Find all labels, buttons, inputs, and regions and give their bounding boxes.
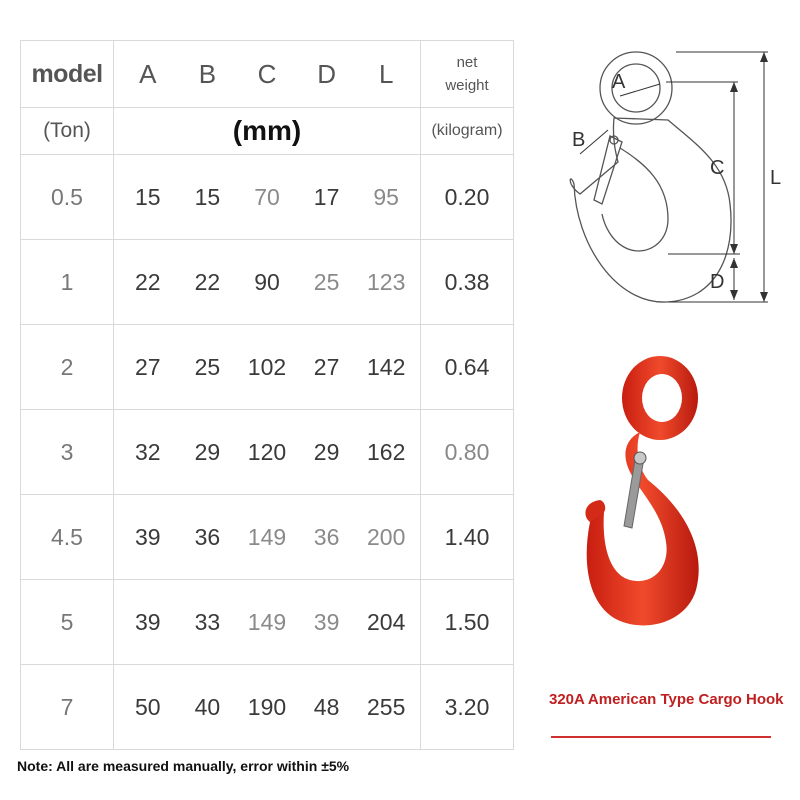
dim-d-value: 48 bbox=[313, 693, 340, 720]
dim-d-value: 39 bbox=[313, 608, 340, 635]
weight-value: 1.50 bbox=[444, 608, 490, 635]
diagram-label-l: L bbox=[770, 167, 782, 189]
hook-eye-hole bbox=[642, 374, 682, 422]
dims-header bbox=[114, 59, 420, 90]
model-header: model bbox=[31, 59, 103, 88]
dim-c-value: 120 bbox=[247, 438, 287, 465]
dim-b-value: 25 bbox=[194, 353, 221, 380]
dims-cell bbox=[114, 155, 421, 240]
model-cell bbox=[21, 580, 114, 665]
dim-a-header: A bbox=[139, 58, 157, 89]
spec-table bbox=[20, 40, 514, 750]
dim-l-value: 204 bbox=[366, 608, 406, 635]
dim-b-value: 15 bbox=[194, 183, 221, 210]
dim-d-value: 36 bbox=[313, 523, 340, 550]
model-header-cell bbox=[21, 41, 114, 108]
weight-header-cell bbox=[421, 41, 514, 108]
dim-b-value: 40 bbox=[194, 693, 221, 720]
dims-header-cell bbox=[114, 41, 421, 108]
dim-d-value: 27 bbox=[313, 353, 340, 380]
dim-c-value: 102 bbox=[247, 353, 287, 380]
dim-d-header: D bbox=[317, 58, 336, 89]
model-value: 7 bbox=[60, 693, 74, 720]
weight-cell bbox=[421, 665, 514, 750]
dim-a-value: 50 bbox=[135, 693, 161, 720]
diagram-label-a: A bbox=[612, 71, 626, 93]
diagram-label-b: B bbox=[572, 129, 586, 151]
table-row bbox=[21, 240, 514, 325]
diagram-label-d: D bbox=[710, 271, 725, 293]
dim-a-value: 22 bbox=[135, 268, 161, 295]
model-cell bbox=[21, 495, 114, 580]
dim-d-value: 29 bbox=[313, 438, 340, 465]
dim-b-value: 36 bbox=[194, 523, 221, 550]
weight-value: 0.80 bbox=[444, 438, 490, 465]
table-row bbox=[21, 665, 514, 750]
caption-underline bbox=[551, 736, 771, 738]
dim-b-value: 33 bbox=[194, 608, 221, 635]
model-cell bbox=[21, 410, 114, 495]
dim-c-value: 70 bbox=[254, 183, 280, 210]
dims-cell bbox=[114, 495, 421, 580]
dim-a-value: 39 bbox=[135, 608, 161, 635]
dim-a-value: 32 bbox=[135, 438, 161, 465]
table-row bbox=[21, 580, 514, 665]
mm-unit: (mm) bbox=[232, 115, 302, 146]
model-value: 3 bbox=[60, 438, 74, 465]
dim-a-value: 15 bbox=[135, 183, 161, 210]
weight-cell bbox=[421, 325, 514, 410]
dims-cell bbox=[114, 665, 421, 750]
dims-cell bbox=[114, 580, 421, 665]
dim-c-value: 149 bbox=[247, 523, 287, 550]
dim-b-header: B bbox=[198, 58, 217, 89]
table-row bbox=[21, 155, 514, 240]
model-value: 4.5 bbox=[51, 523, 83, 550]
model-cell bbox=[21, 155, 114, 240]
mm-unit-cell bbox=[114, 108, 421, 155]
dim-a-value: 27 bbox=[135, 353, 161, 380]
weight-cell bbox=[421, 410, 514, 495]
measurement-note: Note: All are measured manually, error within ±5% bbox=[17, 758, 350, 774]
dim-d-value: 17 bbox=[313, 183, 340, 210]
dim-b-value: 22 bbox=[194, 268, 221, 295]
header-row bbox=[21, 41, 514, 108]
dim-c-header: C bbox=[257, 58, 277, 89]
table-row bbox=[21, 410, 514, 495]
dim-l-value: 162 bbox=[366, 438, 406, 465]
diagram-a-arrow bbox=[620, 84, 660, 96]
model-value: 5 bbox=[60, 608, 74, 635]
kilogram-unit: (kilogram) bbox=[431, 122, 503, 139]
weight-value: 0.38 bbox=[444, 268, 490, 295]
weight-value: 0.20 bbox=[444, 183, 490, 210]
dims-cell bbox=[114, 410, 421, 495]
diagram-eye-outer bbox=[600, 52, 672, 124]
dim-l-header: L bbox=[378, 58, 394, 89]
unit-row bbox=[21, 108, 514, 155]
weight-cell bbox=[421, 495, 514, 580]
dim-l-value: 123 bbox=[366, 268, 406, 295]
hook-latch-pin bbox=[634, 452, 646, 464]
ton-unit-cell bbox=[21, 108, 114, 155]
diagram-label-c: C bbox=[710, 157, 725, 179]
kilogram-unit-cell bbox=[421, 108, 514, 155]
weight-cell bbox=[421, 155, 514, 240]
dims-cell bbox=[114, 325, 421, 410]
dim-l-value: 142 bbox=[366, 353, 406, 380]
hook-latch bbox=[624, 454, 644, 528]
table-row bbox=[21, 325, 514, 410]
cargo-hook-image bbox=[578, 352, 718, 632]
net-weight-header-line1: net bbox=[456, 54, 478, 71]
model-value: 2 bbox=[60, 353, 74, 380]
model-value: 1 bbox=[60, 268, 74, 295]
table-row bbox=[21, 495, 514, 580]
model-cell bbox=[21, 325, 114, 410]
dim-c-value: 190 bbox=[247, 693, 287, 720]
weight-cell bbox=[421, 240, 514, 325]
weight-value: 1.40 bbox=[444, 523, 490, 550]
dim-b-value: 29 bbox=[194, 438, 221, 465]
model-cell bbox=[21, 240, 114, 325]
diagram-hook-outer bbox=[570, 118, 731, 302]
dim-c-value: 149 bbox=[247, 608, 287, 635]
dim-l-value: 95 bbox=[373, 183, 399, 210]
dims-cell bbox=[114, 240, 421, 325]
diagram-hook-inner bbox=[602, 148, 668, 251]
hook-dimension-diagram bbox=[556, 44, 786, 314]
model-cell bbox=[21, 665, 114, 750]
weight-value: 0.64 bbox=[444, 353, 490, 380]
dim-l-value: 200 bbox=[366, 523, 406, 550]
dim-a-value: 39 bbox=[135, 523, 161, 550]
ton-unit: (Ton) bbox=[43, 119, 91, 142]
dim-d-value: 25 bbox=[313, 268, 340, 295]
product-caption: 320A American Type Cargo Hook bbox=[549, 691, 784, 708]
weight-cell bbox=[421, 580, 514, 665]
dim-l-value: 255 bbox=[366, 693, 406, 720]
dim-c-value: 90 bbox=[254, 268, 280, 295]
model-value: 0.5 bbox=[51, 183, 83, 210]
weight-value: 3.20 bbox=[444, 693, 490, 720]
net-weight-header-line2: weight bbox=[445, 77, 489, 94]
